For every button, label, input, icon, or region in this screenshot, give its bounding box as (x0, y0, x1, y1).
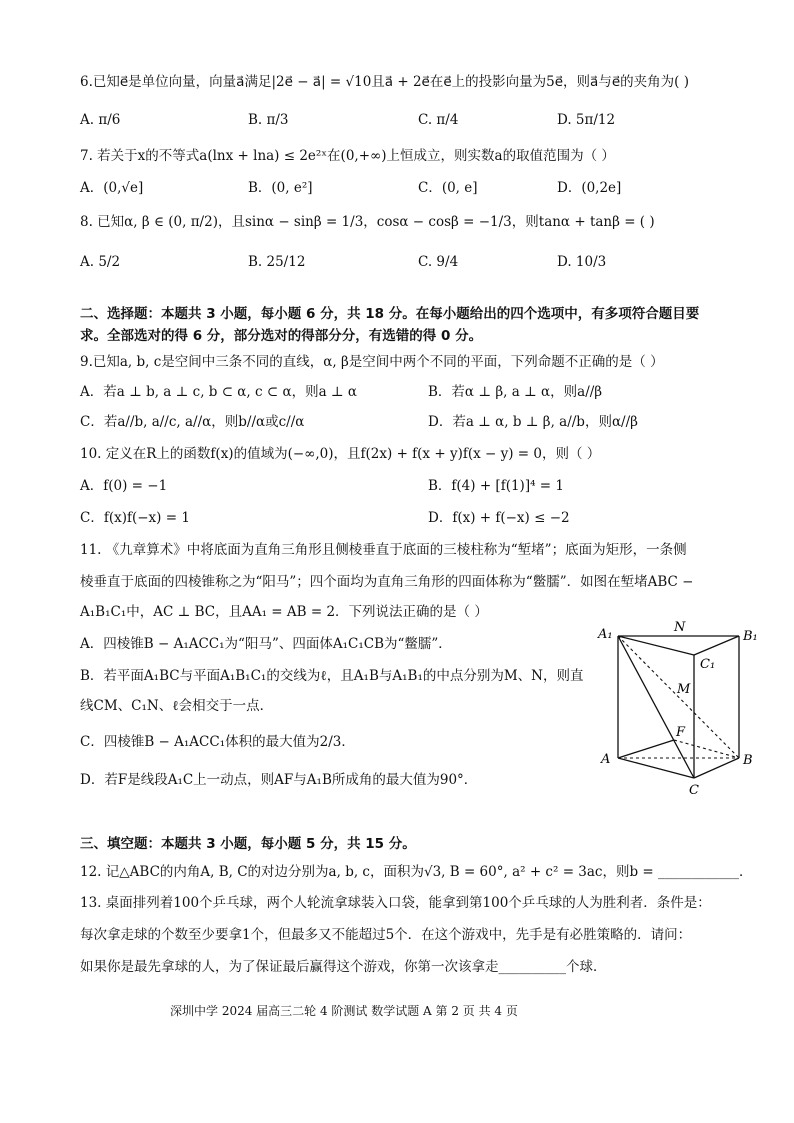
q6-option-b: B. π/3 (248, 112, 289, 128)
q7-option-d: D．(0,2e] (557, 180, 622, 196)
q6-option-a: A. π/6 (80, 112, 121, 128)
label-f: F (676, 725, 686, 740)
q10-option-c: C．f(x)f(−x) = 1 (80, 510, 190, 526)
q11-option-d: D．若F是线段A₁C上一动点，则AF与A₁B所成角的最大值为90°． (80, 772, 478, 788)
section3-heading: 三、填空题：本题共 3 小题，每小题 5 分，共 15 分。 (80, 836, 416, 852)
q11-stem-line2: 棱垂直于底面的四棱锥称之为“阳马”；四个面均为直角三角形的四面体称为“鳖臑”．如图在堑堵ABC − (80, 574, 694, 590)
q8-option-a: A. 5/2 (80, 254, 121, 270)
q7-option-c: C．(0, e] (418, 180, 478, 196)
q11-option-b-line2: 线CM、C₁N、ℓ会相交于一点． (80, 698, 274, 714)
q8-option-d: D. 10/3 (557, 254, 607, 270)
edge-a-f (618, 740, 674, 758)
q8-option-c: C. 9/4 (418, 254, 459, 270)
edge-f-b-hidden (674, 740, 739, 758)
q13-line1: 13. 桌面排列着100个乒乓球，两个人轮流拿球装入口袋，能拿到第100个乒乓球的人为胜利者．条件是： (80, 895, 711, 911)
q11-stem-line1: 11. 《九章算术》中将底面为直角三角形且侧棱垂直于底面的三棱柱称为“堑堵”；底面为矩形，一条侧 (80, 542, 687, 558)
page-footer: 深圳中学 2024 届高三二轮 4 阶测试 数学试题 A 第 2 页 共 4 页 (170, 1004, 518, 1018)
q11-option-c: C．四棱锥B − A₁ACC₁体积的最大值为2/3． (80, 734, 355, 750)
label-a1: A₁ (598, 627, 613, 642)
label-n: N (674, 620, 686, 635)
q9-option-a: A．若a ⊥ b, a ⊥ c, b ⊂ α, c ⊂ α，则a ⊥ α (80, 384, 358, 400)
q11-stem-line3: A₁B₁C₁中，AC ⊥ BC，且AA₁ = AB = 2．下列说法正确的是（ ） (80, 604, 488, 620)
q6-option-d: D. 5π/12 (557, 112, 616, 128)
q9-stem: 9.已知a, b, c是空间中三条不同的直线，α, β是空间中两个不同的平面，下列命题不正确的是（ ） (80, 354, 664, 370)
q6-option-c: C. π/4 (418, 112, 459, 128)
q8-option-b: B. 25/12 (248, 254, 306, 270)
q10-option-b: B．f(4) + [f(1)]⁴ = 1 (428, 478, 564, 494)
q11-option-a: A．四棱锥B − A₁ACC₁为“阳马”、四面体A₁C₁CB为“鳖臑”． (80, 636, 452, 652)
label-b1: B₁ (743, 629, 758, 644)
q12-stem: 12. 记△ABC的内角A, B, C的对边分别为a, b, c，面积为√3, B = 60°, a² + c² = 3ac，则b = ____________． (80, 864, 753, 880)
q9-option-d: D．若a ⊥ α, b ⊥ β, a//b，则α//β (428, 414, 638, 430)
edge-c-b (694, 758, 739, 778)
q8-stem: 8. 已知α, β ∈ (0, π/2)，且sinα − sinβ = 1/3，cosα − cosβ = −1/3，则tanα + tanβ = ( ) (80, 214, 655, 230)
q10-option-a: A．f(0) = −1 (80, 478, 168, 494)
label-c1: C₁ (700, 657, 716, 672)
q6-stem: 6.已知e⃗是单位向量，向量a⃗满足|2e⃗ − a⃗| = √10且a⃗ + 2e⃗在e⃗上的投影向量为5e⃗，则a⃗与e⃗的夹角为( ) (80, 74, 689, 90)
q13-line2: 每次拿走球的个数至少要拿1个，但最多又不能超过5个．在这个游戏中，先手是有必胜策略的．请问： (80, 927, 692, 943)
q7-option-a: A．(0,√e] (80, 180, 144, 196)
q11-option-b-line1: B．若平面A₁BC与平面A₁B₁C₁的交线为ℓ，且A₁B与A₁B₁的中点分别为M、N，则直 (80, 668, 584, 684)
q9-option-b: B．若α ⊥ β, a ⊥ α，则a//β (428, 384, 603, 400)
edge-a1-c (618, 636, 694, 778)
label-m: M (677, 682, 691, 697)
edge-a-c (618, 758, 694, 778)
label-c: C (689, 783, 699, 798)
label-a: A (601, 752, 611, 767)
q10-stem: 10. 定义在R上的函数f(x)的值域为(−∞,0)，且f(2x) + f(x + y)f(x − y) = 0，则（ ） (80, 446, 601, 462)
q7-option-b: B．(0, e²] (248, 180, 313, 196)
section2-heading-line2: 求。全部选对的得 6 分，部分选对的得部分分，有选错的得 0 分。 (80, 328, 483, 344)
edge-a1-c1 (618, 636, 694, 655)
q7-stem: 7. 若关于x的不等式a(lnx + lna) ≤ 2e²ˣ在(0,+∞)上恒成立，则实数a的取值范围为（ ） (80, 148, 615, 164)
prism-figure (596, 618, 786, 808)
section2-heading-line1: 二、选择题：本题共 3 小题，每小题 6 分，共 18 分。在每小题给出的四个选项中，有多项符合题目要 (80, 306, 700, 322)
label-b: B (743, 753, 753, 768)
edge-c1-b1 (694, 636, 739, 655)
q13-line3: 如果你是最先拿球的人，为了保证最后赢得这个游戏，你第一次该拿走__________个球． (80, 959, 607, 975)
q10-option-d: D．f(x) + f(−x) ≤ −2 (428, 510, 570, 526)
q9-option-c: C．若a//b, a//c, a//α，则b//α或c//α (80, 414, 305, 430)
